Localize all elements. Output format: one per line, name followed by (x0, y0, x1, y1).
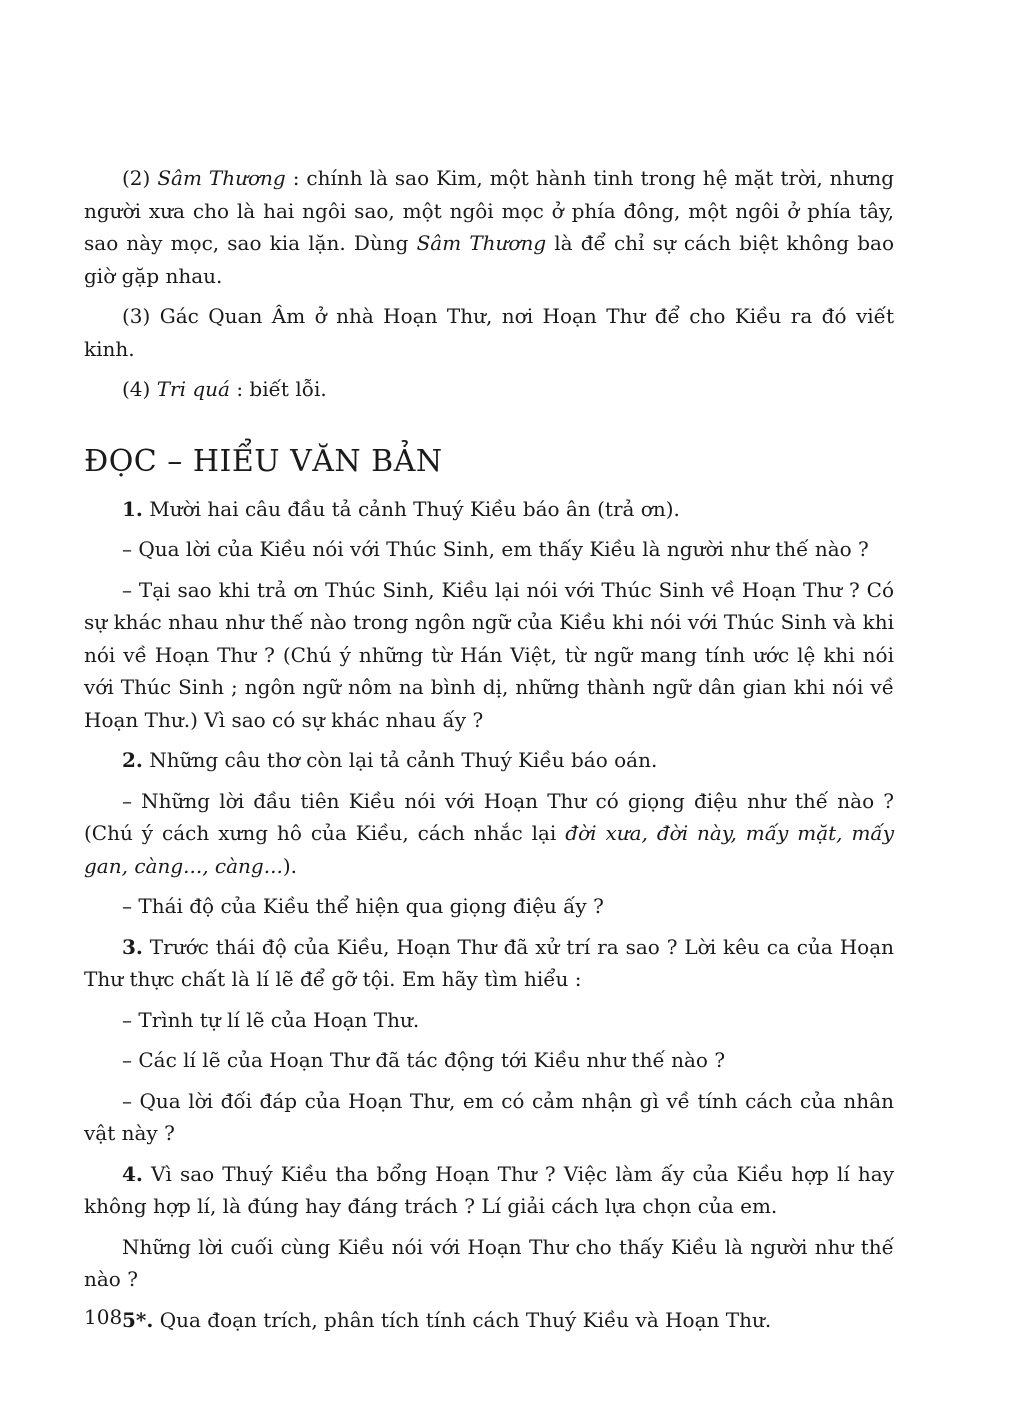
question-number: 3. (122, 934, 143, 959)
question-3-b: – Các lí lẽ của Hoạn Thư đã tác động tới Kiều như thế nào ? (122, 1048, 726, 1072)
section-title: ĐỌC – HIỂU VĂN BẢN (84, 443, 443, 479)
question-text: – Những lời đầu tiên Kiều nói với Hoạn Thư có giọng điệu như thế nào ? (Chú ý cách xưng hô của Kiều, cách nhắc lại (84, 788, 894, 845)
question-1-a: – Qua lời của Kiều nói với Thúc Sinh, em thấy Kiều là người như thế nào ? (122, 537, 869, 561)
note-number: (2) (122, 166, 151, 190)
question-5 (84, 1304, 894, 1337)
question-number: 1. (122, 496, 143, 521)
question-1-b: – Tại sao khi trả ơn Thúc Sinh, Kiều lại nói với Thúc Sinh về Hoạn Thư ? Có sự khác nhau như thế nào trong ngôn ngữ của Kiều khi nói với Thúc Sinh và khi nói về Hoạn Thư ? (Chú ý những từ Hán Việt, từ ngữ mang tính ước lệ khi nói với Thúc Sinh ; ngôn ngữ nôm na bình dị, những thành ngữ dân gian khi nói về Hoạn Thư.) Vì sao có sự khác nhau ấy ? (84, 577, 894, 732)
question-text: Những câu thơ còn lại tả cảnh Thuý Kiều báo oán. (142, 748, 658, 772)
note-3: (3) Gác Quan Âm ở nhà Hoạn Thư, nơi Hoạn Thư để cho Kiều ra đó viết kinh. (84, 304, 894, 361)
note-number: (4) (122, 377, 151, 401)
question-text: ). (282, 853, 297, 878)
question-3-a: – Trình tự lí lẽ của Hoạn Thư. (122, 1007, 420, 1032)
question-1 (84, 493, 894, 526)
question-2-b: – Thái độ của Kiều thể hiện qua giọng điệu ấy ? (122, 894, 604, 918)
note-2 (84, 162, 894, 292)
question-4 (84, 1158, 894, 1223)
question-number: 4. (122, 1161, 143, 1186)
question-text: Mười hai câu đầu tả cảnh Thuý Kiều báo ân (trả ơn). (142, 496, 680, 521)
page-content (84, 162, 894, 1344)
question-text: Qua đoạn trích, phân tích tính cách Thuý Kiều và Hoạn Thư. (153, 1307, 772, 1332)
question-3 (84, 931, 894, 996)
page-number: 108 (84, 1305, 123, 1329)
question-text: Trước thái độ của Kiều, Hoạn Thư đã xử trí ra sao ? Lời kêu ca của Hoạn Thư thực chất là lí lẽ để gỡ tội. Em hãy tìm hiểu : (84, 934, 894, 991)
question-number: 2. (122, 748, 143, 772)
question-2 (84, 744, 894, 777)
note-text: : biết lỗi. (229, 377, 327, 401)
question-4-a: Những lời cuối cùng Kiều nói với Hoạn Thư cho thấy Kiều là người như thế nào ? (84, 1234, 894, 1291)
note-term: Sâm Thương (157, 166, 286, 190)
note-4 (84, 373, 894, 406)
quoted-phrases: đời xưa, đời này, mấy mặt, mấy gan, càng..., càng... (84, 821, 894, 878)
note-term: Tri quá (156, 377, 230, 401)
question-text: Vì sao Thuý Kiều tha bổng Hoạn Thư ? Việc làm ấy của Kiều hợp lí hay không hợp lí, là đúng hay đáng trách ? Lí giải cách lựa chọn của em. (84, 1161, 894, 1218)
note-text: là để chỉ sự cách biệt không bao giờ gặp nhau. (84, 231, 894, 288)
question-number: 5*. (122, 1307, 154, 1332)
question-3-c: – Qua lời đối đáp của Hoạn Thư, em có cảm nhận gì về tính cách của nhân vật này ? (84, 1088, 894, 1145)
question-2-a (84, 785, 894, 883)
note-term: Sâm Thương (416, 231, 547, 255)
note-text: : chính là sao Kim, một hành tinh trong hệ mặt trời, nhưng người xưa cho là hai ngôi sao, một ngôi mọc ở phía đông, một ngôi ở phía tây, sao này mọc, sao kia lặn. Dùng (84, 166, 895, 255)
